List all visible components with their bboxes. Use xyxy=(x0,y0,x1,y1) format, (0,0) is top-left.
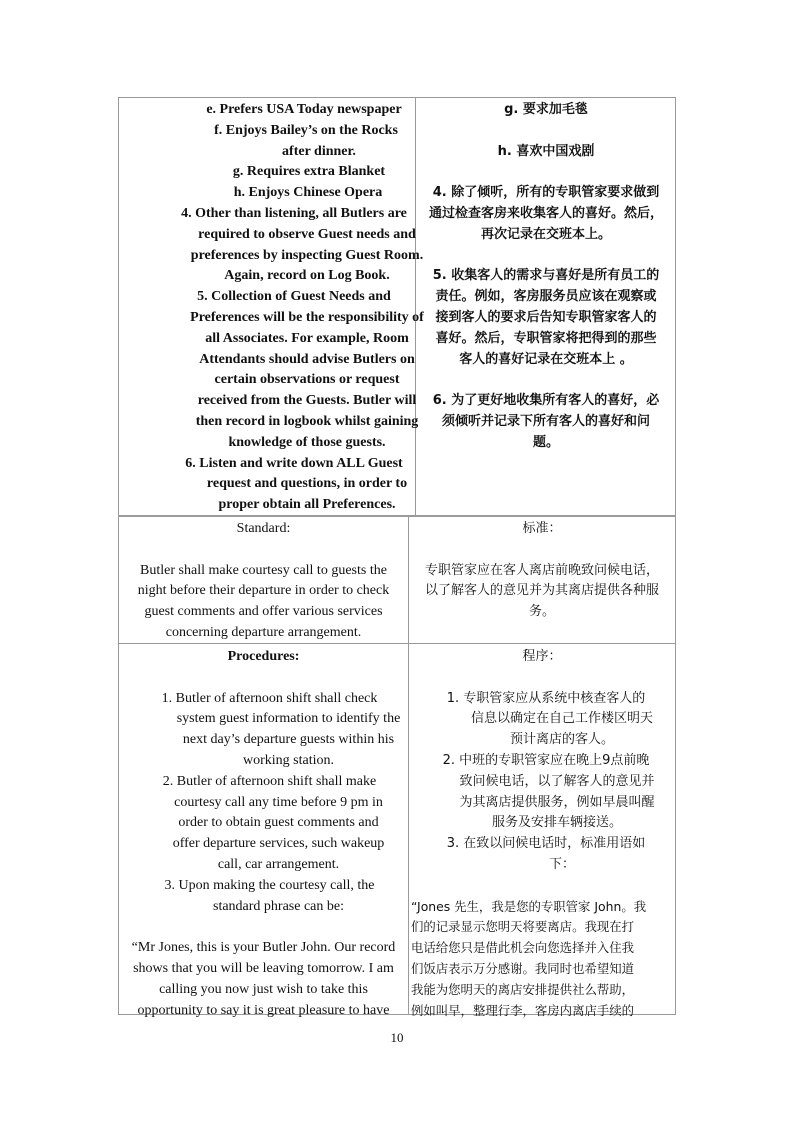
procedures-english-cell xyxy=(119,647,408,1021)
pref-line: knowledge of those guests. xyxy=(228,434,386,450)
pref-cn-line: 5. 收集客人的需求与喜好是所有员工的 xyxy=(432,268,660,284)
pref-line: g. Requires extra Blanket xyxy=(232,164,386,180)
page-number: 10 xyxy=(390,1030,404,1045)
quote-cn-line: “Jones 先生，我是您的专职管家 John。我 xyxy=(411,898,647,914)
pref-line: certain observations or request xyxy=(214,372,400,388)
pref-cn-line: 喜好。然后，专职管家将把得到的那些 xyxy=(435,330,657,346)
procedure-cn-line: 2. 中班的专职管家应在晚上9点前晚 xyxy=(442,752,650,768)
pref-line: then record in logbook whilst gaining xyxy=(195,413,419,429)
pref-cn-line: 客人的喜好记录在交班本上 。 xyxy=(459,351,633,367)
pref-line: e. Prefers USA Today newspaper xyxy=(206,102,402,117)
standard-cn-line: 务。 xyxy=(528,604,555,620)
procedure-line: standard phrase can be: xyxy=(213,898,344,914)
standard-cn-heading: 标准： xyxy=(522,521,562,536)
preferences-chinese-cell xyxy=(416,100,676,454)
pref-line: 5. Collection of Guest Needs and xyxy=(197,289,391,305)
procedure-line: next day’s departure guests within his xyxy=(182,732,395,748)
standard-text-line: Butler shall make courtesy call to guests the xyxy=(140,562,387,578)
standard-text-line: night before their departure in order to check xyxy=(137,583,390,599)
standard-procedures-table xyxy=(118,516,676,1018)
quote-cn-line: 我能为您明天的离店安排提供社么帮助， xyxy=(411,981,635,997)
pref-line: 4. Other than listening, all Butlers are xyxy=(181,205,407,221)
pref-line: all Associates. For example, Room xyxy=(205,330,409,346)
procedure-line: courtesy call any time before 9 pm in xyxy=(174,794,383,810)
preferences-table xyxy=(118,97,676,516)
pref-cn-line: 4. 除了倾听，所有的专职管家要求做到 xyxy=(432,185,660,201)
procedure-line: working station. xyxy=(243,752,334,768)
standard-heading: Standard: xyxy=(236,521,291,536)
procedure-line: order to obtain guest comments and xyxy=(178,815,379,831)
procedure-line: 2. Butler of afternoon shift shall make xyxy=(162,773,377,789)
pref-cn-line: 题。 xyxy=(532,434,559,450)
pref-line: request and questions, in order to xyxy=(206,476,408,492)
procedure-cn-line: 3. 在致以问候电话时，标准用语如 xyxy=(446,836,646,852)
pref-cn-line: 6. 为了更好地收集所有客人的喜好，必 xyxy=(432,393,660,409)
procedure-line: offer departure services, such wakeup xyxy=(172,836,385,852)
procedures-chinese-cell xyxy=(409,647,675,1021)
pref-cn-line: 责任。例如，客房服务员应该在观察或 xyxy=(435,289,657,305)
standard-cn-line: 专职管家应在客人离店前晚致问候电话， xyxy=(424,562,659,578)
pref-line: after dinner. xyxy=(282,143,356,159)
procedure-cn-line: 下： xyxy=(548,856,575,872)
pref-line: required to observe Guest needs and xyxy=(198,226,416,242)
standard-text-line: guest comments and offer various services xyxy=(144,604,383,620)
preferences-english-cell xyxy=(159,100,429,516)
quote-line: shows that you will be leaving tomorrow. I am xyxy=(133,960,394,976)
standard-cn-line: 以了解客人的意见并为其离店提供各种服 xyxy=(424,583,659,599)
procedures-heading: Procedures: xyxy=(227,649,300,664)
procedure-line: 3. Upon making the courtesy call, the xyxy=(164,877,375,893)
pref-line: Again, record on Log Book. xyxy=(224,268,390,284)
quote-cn-line: 们饭店表示万分感谢。我同时也希望知道 xyxy=(411,960,635,976)
pref-cn-line: 再次记录在交班本上。 xyxy=(480,226,611,242)
quote-line: “Mr Jones, this is your Butler John. Our record xyxy=(131,940,396,956)
quote-line: opportunity to say it is great pleasure to have xyxy=(137,1002,390,1018)
quote-line: calling you now just wish to take this xyxy=(159,981,368,997)
pref-cn-line: g. 要求加毛毯 xyxy=(504,102,588,117)
procedure-cn-line: 信息以确定在自己工作楼区明天 xyxy=(470,711,653,727)
pref-cn-line: 接到客人的要求后告知专职管家客人的 xyxy=(435,309,657,325)
procedure-cn-line: 预计离店的客人。 xyxy=(509,732,614,748)
pref-line: proper obtain all Preferences. xyxy=(218,497,396,513)
quote-cn-line: 们的记录显示您明天将要离店。我现在打 xyxy=(411,919,635,935)
procedure-cn-line: 1. 专职管家应从系统中核查客人的 xyxy=(446,690,646,706)
pref-cn-line: 通过检查客房来收集客人的喜好。然后， xyxy=(428,205,663,221)
quote-cn-line: 例如叫早，整理行李，客房内离店手续的 xyxy=(411,1002,635,1018)
pref-line: received from the Guests. Butler will xyxy=(197,393,417,409)
procedure-line: system guest information to identify the xyxy=(176,711,401,727)
pref-cn-line: h. 喜欢中国戏剧 xyxy=(497,143,595,159)
procedure-cn-line: 为其离店提供服务，例如早晨叫醒 xyxy=(459,794,655,810)
procedure-cn-line: 致问候电话，以了解客人的意见并 xyxy=(459,773,655,789)
pref-line: Attendants should advise Butlers on xyxy=(199,351,415,367)
standard-text-line: concerning departure arrangement. xyxy=(165,624,362,640)
pref-line: Preferences will be the responsibility of xyxy=(190,309,424,325)
pref-line: h. Enjoys Chinese Opera xyxy=(233,185,383,201)
pref-line: 6. Listen and write down ALL Guest xyxy=(185,455,403,471)
pref-line: preferences by inspecting Guest Room. xyxy=(190,247,424,263)
quote-cn-line: 电话给您只是借此机会向您选择并入住我 xyxy=(411,940,635,956)
pref-line: f. Enjoys Bailey’s on the Rocks xyxy=(214,122,398,138)
procedures-cn-heading: 程序： xyxy=(522,649,562,664)
standard-chinese-cell xyxy=(409,519,675,623)
procedure-line: call, car arrangement. xyxy=(217,856,340,872)
pref-cn-line: 须倾听并记录下所有客人的喜好和问 xyxy=(441,413,650,429)
procedure-line: 1. Butler of afternoon shift shall check xyxy=(161,690,378,706)
standard-english-cell xyxy=(119,519,408,644)
procedure-cn-line: 服务及安排车辆接送。 xyxy=(491,815,622,831)
